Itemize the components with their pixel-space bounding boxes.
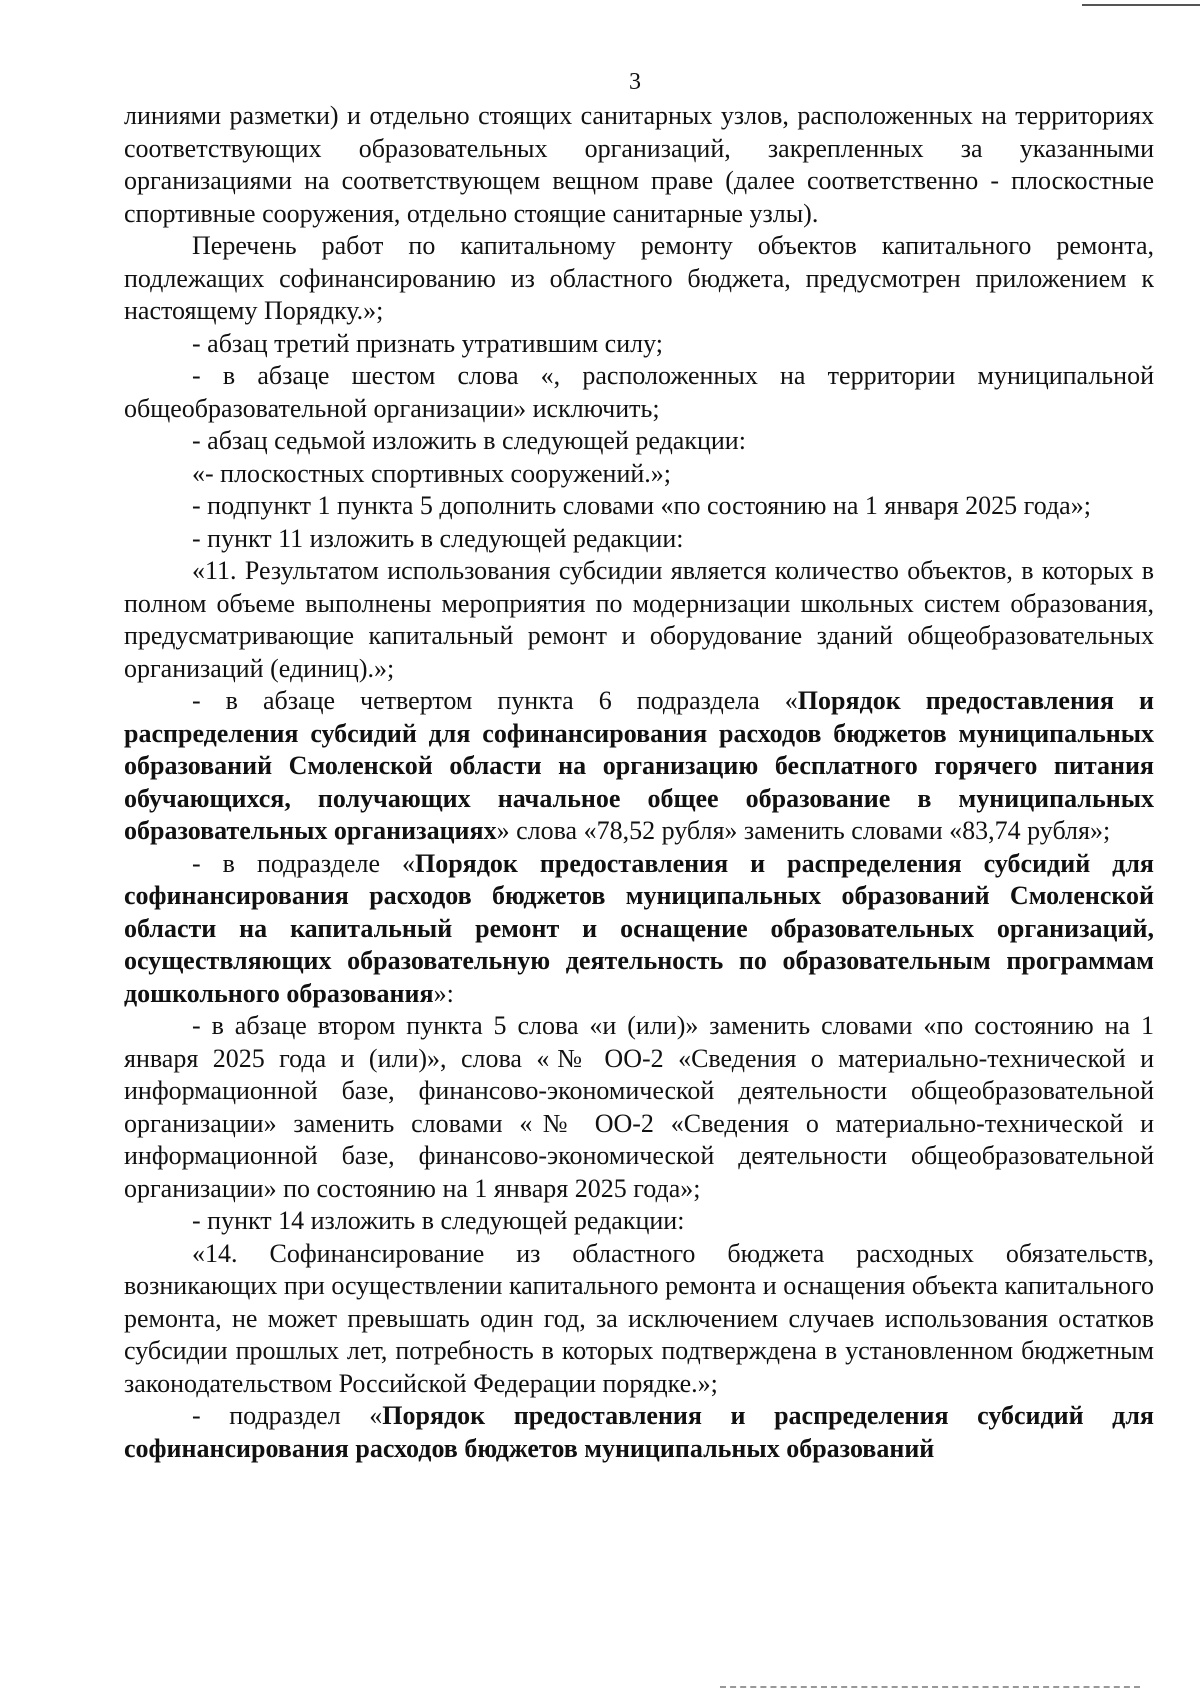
paragraph-quote-11: «11. Результатом использования субсидии является количество объектов, в которых в полном объеме выполнены мероприятия по модернизации школьных систем образования, предусматривающие капитальный ремонт и оборудование зданий общеобразовательных организаций (единиц).»;: [124, 556, 1154, 683]
subsection-title-hot-meals: Порядок предоставления и распределения субсидий для софинансирования расходов бюджетов муниципальных образований Смоленской области на организацию бесплатного горячего питания обучающихся, получающих начальное общее образование в муниципальных образовательных организациях: [124, 686, 1154, 845]
paragraph-works-list: Перечень работ по капитальному ремонту объектов капитального ремонта, подлежащих софинансированию из областного бюджета, предусмотрен приложением к настоящему Порядку.»;: [124, 231, 1154, 325]
paragraph-preschool-tail: »:: [433, 978, 454, 1008]
page-number: 3: [629, 69, 641, 95]
paragraph-amendment-3: - абзац третий признать утратившим силу;: [192, 328, 663, 358]
document-body: [124, 100, 1154, 1465]
scan-edge-line: [1082, 4, 1200, 6]
subsection-title-preschool: Порядок предоставления и распределения субсидий для софинансирования расходов бюджетов муниципальных образований Смоленской области на капитальный ремонт и оснащение образовательных организаций, осуществляющих образовательную деятельность по образовательным программам дошкольного образования: [124, 848, 1154, 1008]
paragraph-subsection-lead: - подраздел «: [192, 1401, 383, 1430]
paragraph-amendment-7: - абзац седьмой изложить в следующей редакции:: [192, 426, 746, 455]
paragraph-subitem-1: - подпункт 1 пункта 5 дополнить словами «по состоянию на 1 января 2025 года»;: [192, 491, 1091, 520]
subsection-title-next: Порядок предоставления и распределения субсидий для софинансирования расходов бюджетов муниципальных образований: [124, 1401, 1154, 1463]
paragraph-amendment-6: - в абзаце шестом слова «, расположенных на территории муниципальной общеобразовательной организации» исключить;: [124, 361, 1154, 423]
scan-bottom-artifact: [720, 1686, 1140, 1688]
paragraph-item-14: - пункт 14 изложить в следующей редакции:: [192, 1206, 685, 1235]
paragraph-subsection: [124, 1400, 1154, 1465]
paragraph-quote-14: «14. Софинансирование из областного бюджета расходных обязательств, возникающих при осуществлении капитального ремонта и оснащения объекта капитального ремонта, не может превышать один год, за исключением случаев использования остатков субсидии прошлых лет, потребность в которых подтверждена в установленном бюджетным законодательством Российской Федерации порядке.»;: [124, 1238, 1154, 1398]
paragraph-quote-sports: «- плоскостных спортивных сооружений.»;: [192, 458, 672, 488]
paragraph-hot-meals-lead: - в абзаце четвертом пункта 6 подраздела «: [192, 686, 798, 715]
paragraph-item-11: - пункт 11 изложить в следующей редакции:: [192, 523, 684, 553]
paragraph-hot-meals-tail: » слова «78,52 рубля» заменить словами «83,74 рубля»;: [496, 816, 1111, 845]
paragraph-item-5: - в абзаце втором пункта 5 слова «и (или)» заменить словами «по состоянию на 1 января 2025 года и (или)», слова «№ ОО-2 «Сведения о материально-технической и информационной базе, финансово-экономической деятельности общеобразовательной организации» заменить словами «№ ОО-2 «Сведения о материально-технической и информационной базе, финансово-экономической деятельности общеобразовательной организации» по состоянию на 1 января 2025 года»;: [124, 1011, 1154, 1203]
paragraph-continuation: линиями разметки) и отдельно стоящих санитарных узлов, расположенных на территориях соответствующих образовательных организаций, закрепленных за указанными организациями на соответствующем вещном праве (далее соответственно - плоскостные спортивные сооружения, отдельно стоящие санитарные узлы).: [124, 101, 1154, 228]
paragraph-hot-meals: [124, 685, 1154, 848]
paragraph-preschool-lead: - в подразделе «: [192, 848, 415, 878]
paragraph-preschool: [124, 848, 1154, 1011]
